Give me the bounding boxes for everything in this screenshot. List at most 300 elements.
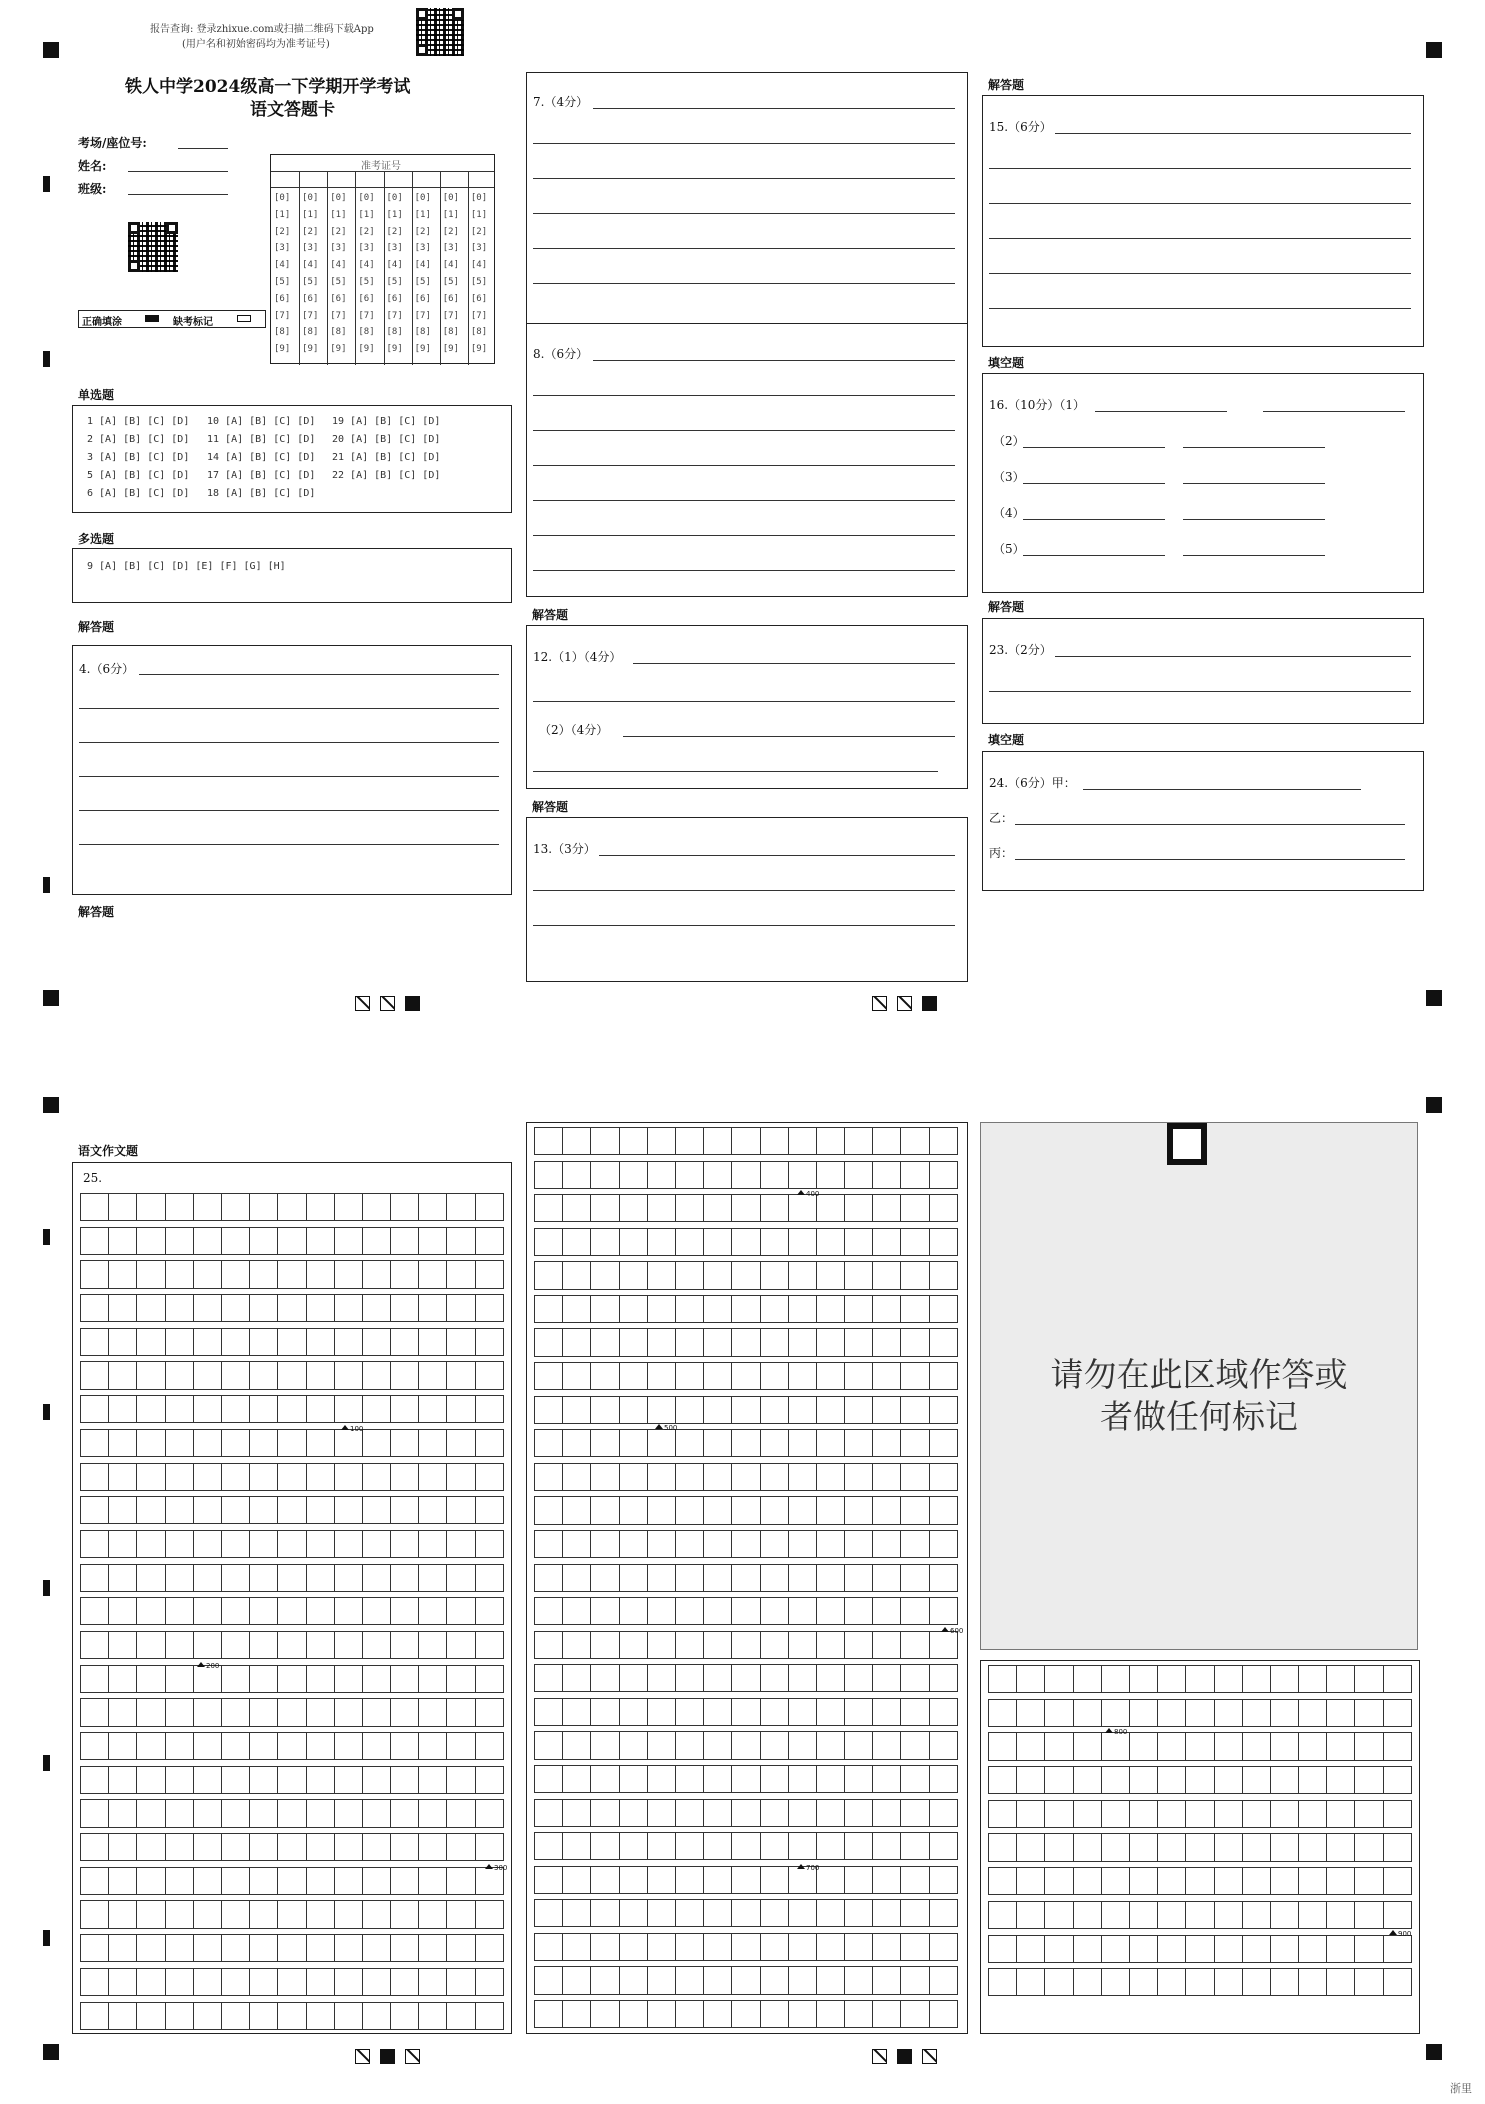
essay-cell[interactable] [535, 1966, 563, 1994]
essay-cell[interactable] [789, 1328, 817, 1356]
essay-cell[interactable] [901, 1765, 929, 1793]
essay-cell[interactable] [873, 1799, 901, 1827]
essay-cell[interactable] [137, 1732, 165, 1760]
essay-cell[interactable] [648, 1698, 676, 1726]
essay-cell[interactable] [335, 1530, 363, 1558]
essay-cell[interactable] [1045, 1867, 1073, 1895]
essay-cell[interactable] [563, 1194, 591, 1222]
exam-id-bubble[interactable]: [2] [330, 226, 347, 237]
essay-cell[interactable] [761, 1194, 789, 1222]
essay-cell[interactable] [109, 1867, 137, 1895]
essay-cell[interactable] [194, 2002, 222, 2030]
essay-cell[interactable] [704, 1261, 732, 1289]
essay-cell[interactable] [278, 1294, 306, 1322]
essay-cell[interactable] [476, 1934, 504, 1962]
essay-cell[interactable] [335, 1564, 363, 1592]
essay-cell[interactable] [222, 1395, 250, 1423]
essay-cell[interactable] [989, 1935, 1017, 1963]
essay-cell[interactable] [278, 1732, 306, 1760]
essay-cell[interactable] [419, 1463, 447, 1491]
essay-cell[interactable] [873, 1295, 901, 1323]
essay-cell[interactable] [620, 1261, 648, 1289]
essay-cell[interactable] [1186, 1766, 1214, 1794]
essay-cell[interactable] [391, 1463, 419, 1491]
essay-cell[interactable] [845, 1328, 873, 1356]
essay-cell[interactable] [591, 1496, 619, 1524]
essay-cell[interactable] [476, 1564, 504, 1592]
essay-cell[interactable] [81, 1799, 109, 1827]
essay-cell[interactable] [194, 1361, 222, 1389]
essay-cell[interactable] [1102, 1800, 1130, 1828]
essay-cell[interactable] [1017, 1935, 1045, 1963]
essay-cell[interactable] [278, 1631, 306, 1659]
essay-cell[interactable] [476, 1496, 504, 1524]
essay-cell[interactable] [873, 1731, 901, 1759]
essay-cell[interactable] [1074, 1699, 1102, 1727]
essay-cell[interactable] [535, 1261, 563, 1289]
essay-cell[interactable] [648, 1799, 676, 1827]
essay-cell[interactable] [166, 1698, 194, 1726]
essay-cell[interactable] [1045, 1766, 1073, 1794]
essay-cell[interactable] [391, 1833, 419, 1861]
essay-cell[interactable] [930, 1530, 958, 1558]
essay-cell[interactable] [1355, 1833, 1383, 1861]
essay-cell[interactable] [307, 1968, 335, 1996]
essay-cell[interactable] [761, 1463, 789, 1491]
essay-cell[interactable] [307, 1934, 335, 1962]
essay-cell[interactable] [930, 1194, 958, 1222]
essay-cell[interactable] [363, 1429, 391, 1457]
essay-cell[interactable] [817, 1228, 845, 1256]
essay-cell[interactable] [1045, 1665, 1073, 1693]
essay-cell[interactable] [307, 1732, 335, 1760]
essay-cell[interactable] [676, 1564, 704, 1592]
essay-cell[interactable] [250, 1193, 278, 1221]
essay-cell[interactable] [194, 1631, 222, 1659]
essay-cell[interactable] [363, 1833, 391, 1861]
essay-cell[interactable] [845, 1966, 873, 1994]
essay-cell[interactable] [930, 1396, 958, 1424]
essay-cell[interactable] [845, 1664, 873, 1692]
essay-cell[interactable] [930, 1496, 958, 1524]
essay-cell[interactable] [137, 1597, 165, 1625]
essay-cell[interactable] [845, 1127, 873, 1155]
essay-cell[interactable] [789, 1161, 817, 1189]
essay-cell[interactable] [250, 1429, 278, 1457]
essay-cell[interactable] [335, 2002, 363, 2030]
essay-cell[interactable] [222, 1193, 250, 1221]
essay-cell[interactable] [789, 1295, 817, 1323]
essay-cell[interactable] [1271, 1968, 1299, 1996]
essay-cell[interactable] [704, 1664, 732, 1692]
essay-cell[interactable] [250, 1799, 278, 1827]
answer-line[interactable] [79, 708, 499, 709]
essay-cell[interactable] [194, 1496, 222, 1524]
essay-cell[interactable] [194, 1934, 222, 1962]
essay-cell[interactable] [278, 1766, 306, 1794]
essay-cell[interactable] [1243, 1833, 1271, 1861]
essay-cell[interactable] [563, 1429, 591, 1457]
essay-cell[interactable] [901, 1799, 929, 1827]
essay-cell[interactable] [307, 1328, 335, 1356]
essay-cell[interactable] [194, 1732, 222, 1760]
essay-cell[interactable] [166, 1361, 194, 1389]
essay-cell[interactable] [1186, 1800, 1214, 1828]
essay-cell[interactable] [732, 1664, 760, 1692]
essay-cell[interactable] [901, 1328, 929, 1356]
essay-cell[interactable] [391, 1260, 419, 1288]
mc-question[interactable]: 3 [A] [B] [C] [D] [87, 452, 190, 463]
essay-cell[interactable] [648, 1261, 676, 1289]
essay-cell[interactable] [1045, 1800, 1073, 1828]
essay-cell[interactable] [845, 1564, 873, 1592]
exam-id-bubble[interactable]: [9] [274, 344, 291, 355]
exam-id-bubble[interactable]: [1] [330, 209, 347, 220]
essay-cell[interactable] [648, 1496, 676, 1524]
mc-question[interactable]: 22 [A] [B] [C] [D] [332, 470, 441, 481]
essay-cell[interactable] [873, 2000, 901, 2028]
essay-cell[interactable] [648, 1463, 676, 1491]
essay-cell[interactable] [704, 1631, 732, 1659]
essay-cell[interactable] [930, 1362, 958, 1390]
essay-cell[interactable] [817, 1261, 845, 1289]
essay-cell[interactable] [761, 1597, 789, 1625]
essay-cell[interactable] [789, 1362, 817, 1390]
essay-cell[interactable] [109, 1665, 137, 1693]
exam-id-bubble[interactable]: [7] [302, 310, 319, 321]
fill-blank[interactable] [1023, 483, 1165, 484]
essay-cell[interactable] [535, 1832, 563, 1860]
essay-cell[interactable] [620, 1194, 648, 1222]
essay-cell[interactable] [535, 1362, 563, 1390]
essay-cell[interactable] [563, 1597, 591, 1625]
essay-cell[interactable] [817, 1832, 845, 1860]
essay-cell[interactable] [1215, 1732, 1243, 1760]
essay-cell[interactable] [109, 1496, 137, 1524]
essay-cell[interactable] [476, 1260, 504, 1288]
essay-cell[interactable] [591, 1530, 619, 1558]
essay-cell[interactable] [591, 1328, 619, 1356]
essay-cell[interactable] [307, 1530, 335, 1558]
essay-cell[interactable] [81, 1395, 109, 1423]
essay-cell[interactable] [335, 1833, 363, 1861]
essay-cell[interactable] [591, 1799, 619, 1827]
room-seat-field[interactable] [178, 148, 228, 149]
exam-id-bubble[interactable]: [5] [358, 277, 375, 287]
essay-cell[interactable] [1017, 1800, 1045, 1828]
essay-cell[interactable] [873, 1194, 901, 1222]
essay-cell[interactable] [817, 1396, 845, 1424]
essay-cell[interactable] [250, 1227, 278, 1255]
exam-id-bubble[interactable]: [0] [274, 193, 291, 203]
essay-cell[interactable] [419, 1934, 447, 1962]
essay-cell[interactable] [447, 1328, 475, 1356]
essay-cell[interactable] [222, 1496, 250, 1524]
essay-cell[interactable] [447, 1530, 475, 1558]
exam-id-bubble[interactable]: [0] [386, 193, 403, 203]
essay-cell[interactable] [109, 1934, 137, 1962]
essay-cell[interactable] [930, 1127, 958, 1155]
essay-cell[interactable] [1355, 1766, 1383, 1794]
essay-cell[interactable] [81, 1294, 109, 1322]
essay-cell[interactable] [166, 1934, 194, 1962]
essay-cell[interactable] [535, 1496, 563, 1524]
essay-cell[interactable] [250, 1328, 278, 1356]
exam-id-bubble[interactable]: [5] [386, 277, 403, 287]
essay-cell[interactable] [676, 1597, 704, 1625]
essay-cell[interactable] [817, 1597, 845, 1625]
exam-id-bubble[interactable]: [4] [302, 260, 319, 271]
essay-cell[interactable] [391, 1631, 419, 1659]
exam-id-bubble[interactable]: [3] [414, 243, 431, 254]
essay-cell[interactable] [789, 1496, 817, 1524]
essay-cell[interactable] [676, 1698, 704, 1726]
essay-cell[interactable] [535, 1799, 563, 1827]
exam-id-bubble[interactable]: [1] [470, 209, 488, 220]
essay-cell[interactable] [194, 1294, 222, 1322]
essay-cell[interactable] [447, 1867, 475, 1895]
essay-cell[interactable] [419, 1665, 447, 1693]
exam-id-bubble[interactable]: [1] [358, 209, 375, 220]
essay-cell[interactable] [761, 1966, 789, 1994]
essay-cell[interactable] [901, 1194, 929, 1222]
exam-id-bubble[interactable]: [2] [302, 226, 319, 237]
essay-cell[interactable] [845, 1866, 873, 1894]
essay-cell[interactable] [137, 1361, 165, 1389]
essay-cell[interactable] [620, 1832, 648, 1860]
essay-cell[interactable] [335, 1328, 363, 1356]
essay-cell[interactable] [222, 1968, 250, 1996]
answer-line[interactable] [989, 203, 1411, 204]
exam-id-bubble[interactable]: [7] [470, 310, 488, 321]
essay-cell[interactable] [648, 1765, 676, 1793]
essay-cell[interactable] [620, 1362, 648, 1390]
answer-line[interactable] [79, 844, 499, 845]
essay-cell[interactable] [563, 1463, 591, 1491]
essay-cell[interactable] [222, 1833, 250, 1861]
essay-cell[interactable] [591, 1396, 619, 1424]
essay-cell[interactable] [137, 1934, 165, 1962]
essay-cell[interactable] [137, 1564, 165, 1592]
essay-cell[interactable] [1130, 1766, 1158, 1794]
exam-id-bubble[interactable]: [3] [358, 243, 375, 254]
essay-cell[interactable] [761, 1396, 789, 1424]
essay-cell[interactable] [307, 1665, 335, 1693]
absent-mark-box[interactable] [237, 315, 251, 322]
essay-cell[interactable] [704, 1966, 732, 1994]
essay-cell[interactable] [676, 1664, 704, 1692]
essay-cell[interactable] [676, 1530, 704, 1558]
fill-blank[interactable] [1095, 411, 1227, 412]
essay-cell[interactable] [307, 1867, 335, 1895]
essay-cell[interactable] [250, 1294, 278, 1322]
essay-cell[interactable] [307, 1463, 335, 1491]
exam-id-bubble[interactable]: [0] [330, 193, 347, 203]
answer-line[interactable] [533, 701, 955, 702]
essay-cell[interactable] [761, 1161, 789, 1189]
essay-cell[interactable] [194, 1530, 222, 1558]
essay-cell[interactable] [1102, 1665, 1130, 1693]
fill-blank[interactable] [1023, 555, 1165, 556]
essay-cell[interactable] [704, 1731, 732, 1759]
essay-cell[interactable] [704, 1295, 732, 1323]
essay-cell[interactable] [901, 1228, 929, 1256]
essay-cell[interactable] [363, 1193, 391, 1221]
essay-cell[interactable] [1102, 1766, 1130, 1794]
essay-cell[interactable] [166, 1564, 194, 1592]
essay-cell[interactable] [1158, 1935, 1186, 1963]
essay-cell[interactable] [166, 1530, 194, 1558]
essay-cell[interactable] [901, 1261, 929, 1289]
essay-cell[interactable] [761, 1530, 789, 1558]
essay-cell[interactable] [761, 1362, 789, 1390]
essay-cell[interactable] [901, 1496, 929, 1524]
essay-cell[interactable] [476, 1294, 504, 1322]
essay-cell[interactable] [789, 1933, 817, 1961]
essay-cell[interactable] [989, 1800, 1017, 1828]
essay-cell[interactable] [1243, 1699, 1271, 1727]
essay-cell[interactable] [648, 1530, 676, 1558]
essay-cell[interactable] [166, 1631, 194, 1659]
essay-cell[interactable] [1130, 1867, 1158, 1895]
essay-cell[interactable] [535, 1127, 563, 1155]
essay-cell[interactable] [363, 1934, 391, 1962]
fill-blank[interactable] [1015, 859, 1405, 860]
essay-cell[interactable] [194, 1968, 222, 1996]
essay-cell[interactable] [901, 2000, 929, 2028]
essay-cell[interactable] [930, 1899, 958, 1927]
essay-cell[interactable] [563, 1496, 591, 1524]
essay-cell[interactable] [732, 1564, 760, 1592]
essay-cell[interactable] [732, 1832, 760, 1860]
essay-cell[interactable] [1215, 1766, 1243, 1794]
essay-cell[interactable] [648, 1832, 676, 1860]
essay-cell[interactable] [1327, 1833, 1355, 1861]
essay-cell[interactable] [278, 1867, 306, 1895]
essay-cell[interactable] [1130, 1665, 1158, 1693]
essay-cell[interactable] [704, 1194, 732, 1222]
essay-cell[interactable] [1102, 1833, 1130, 1861]
essay-cell[interactable] [535, 1194, 563, 1222]
essay-cell[interactable] [278, 1227, 306, 1255]
essay-cell[interactable] [391, 1395, 419, 1423]
essay-cell[interactable] [1130, 1901, 1158, 1929]
answer-line[interactable] [533, 535, 955, 536]
essay-cell[interactable] [278, 1968, 306, 1996]
essay-cell[interactable] [278, 1934, 306, 1962]
essay-cell[interactable] [166, 1766, 194, 1794]
exam-id-bubble[interactable]: [3] [470, 243, 488, 254]
essay-cell[interactable] [1243, 1732, 1271, 1760]
essay-cell[interactable] [335, 1227, 363, 1255]
name-field[interactable] [128, 171, 228, 172]
essay-cell[interactable] [591, 1261, 619, 1289]
essay-cell[interactable] [1327, 1901, 1355, 1929]
essay-cell[interactable] [250, 1934, 278, 1962]
essay-cell[interactable] [1327, 1699, 1355, 1727]
exam-id-bubble[interactable]: [5] [330, 277, 347, 287]
essay-cell[interactable] [137, 1328, 165, 1356]
essay-cell[interactable] [1327, 1935, 1355, 1963]
essay-cell[interactable] [817, 1731, 845, 1759]
essay-cell[interactable] [563, 1564, 591, 1592]
essay-cell[interactable] [1215, 1665, 1243, 1693]
exam-id-bubble[interactable]: [9] [442, 344, 460, 355]
exam-id-bubble[interactable]: [6] [442, 293, 460, 304]
essay-cell[interactable] [732, 2000, 760, 2028]
essay-cell[interactable] [676, 1933, 704, 1961]
essay-cell[interactable] [1158, 1732, 1186, 1760]
essay-cell[interactable] [676, 1429, 704, 1457]
answer-line[interactable] [79, 742, 499, 743]
essay-cell[interactable] [761, 1127, 789, 1155]
essay-cell[interactable] [989, 1699, 1017, 1727]
essay-cell[interactable] [137, 1766, 165, 1794]
essay-cell[interactable] [648, 1866, 676, 1894]
essay-cell[interactable] [109, 1900, 137, 1928]
essay-cell[interactable] [620, 1429, 648, 1457]
essay-cell[interactable] [676, 1866, 704, 1894]
essay-cell[interactable] [761, 1899, 789, 1927]
answer-line[interactable] [593, 360, 955, 361]
essay-cell[interactable] [307, 1766, 335, 1794]
essay-cell[interactable] [535, 1899, 563, 1927]
essay-cell[interactable] [845, 1228, 873, 1256]
essay-cell[interactable] [1017, 1665, 1045, 1693]
essay-cell[interactable] [704, 1496, 732, 1524]
exam-id-bubble[interactable]: [0] [442, 193, 460, 203]
essay-cell[interactable] [563, 1664, 591, 1692]
exam-id-bubble[interactable]: [5] [470, 277, 488, 287]
answer-line[interactable] [533, 890, 955, 891]
essay-cell[interactable] [789, 2000, 817, 2028]
essay-cell[interactable] [222, 1361, 250, 1389]
essay-cell[interactable] [1102, 1867, 1130, 1895]
essay-cell[interactable] [620, 1933, 648, 1961]
mc-question[interactable]: 2 [A] [B] [C] [D] [87, 434, 190, 445]
fill-blank[interactable] [1183, 519, 1325, 520]
essay-cell[interactable] [648, 1564, 676, 1592]
essay-cell[interactable] [391, 1799, 419, 1827]
essay-cell[interactable] [307, 1631, 335, 1659]
essay-cell[interactable] [732, 1530, 760, 1558]
essay-cell[interactable] [1243, 1867, 1271, 1895]
essay-cell[interactable] [591, 1731, 619, 1759]
essay-cell[interactable] [845, 1396, 873, 1424]
essay-cell[interactable] [419, 1328, 447, 1356]
essay-cell[interactable] [845, 1463, 873, 1491]
essay-cell[interactable] [447, 1361, 475, 1389]
essay-cell[interactable] [761, 1664, 789, 1692]
essay-cell[interactable] [391, 1496, 419, 1524]
essay-cell[interactable] [761, 1731, 789, 1759]
essay-cell[interactable] [704, 1799, 732, 1827]
mc-question[interactable]: 10 [A] [B] [C] [D] [207, 416, 316, 427]
essay-cell[interactable] [307, 1294, 335, 1322]
essay-cell[interactable] [704, 1933, 732, 1961]
essay-cell[interactable] [194, 1395, 222, 1423]
essay-cell[interactable] [109, 2002, 137, 2030]
essay-cell[interactable] [137, 2002, 165, 2030]
essay-cell[interactable] [535, 1295, 563, 1323]
essay-cell[interactable] [930, 1765, 958, 1793]
essay-cell[interactable] [1017, 1901, 1045, 1929]
exam-id-bubble[interactable]: [1] [414, 209, 431, 220]
essay-cell[interactable] [278, 1833, 306, 1861]
essay-cell[interactable] [1017, 1732, 1045, 1760]
essay-cell[interactable] [194, 1328, 222, 1356]
essay-cell[interactable] [1215, 1833, 1243, 1861]
